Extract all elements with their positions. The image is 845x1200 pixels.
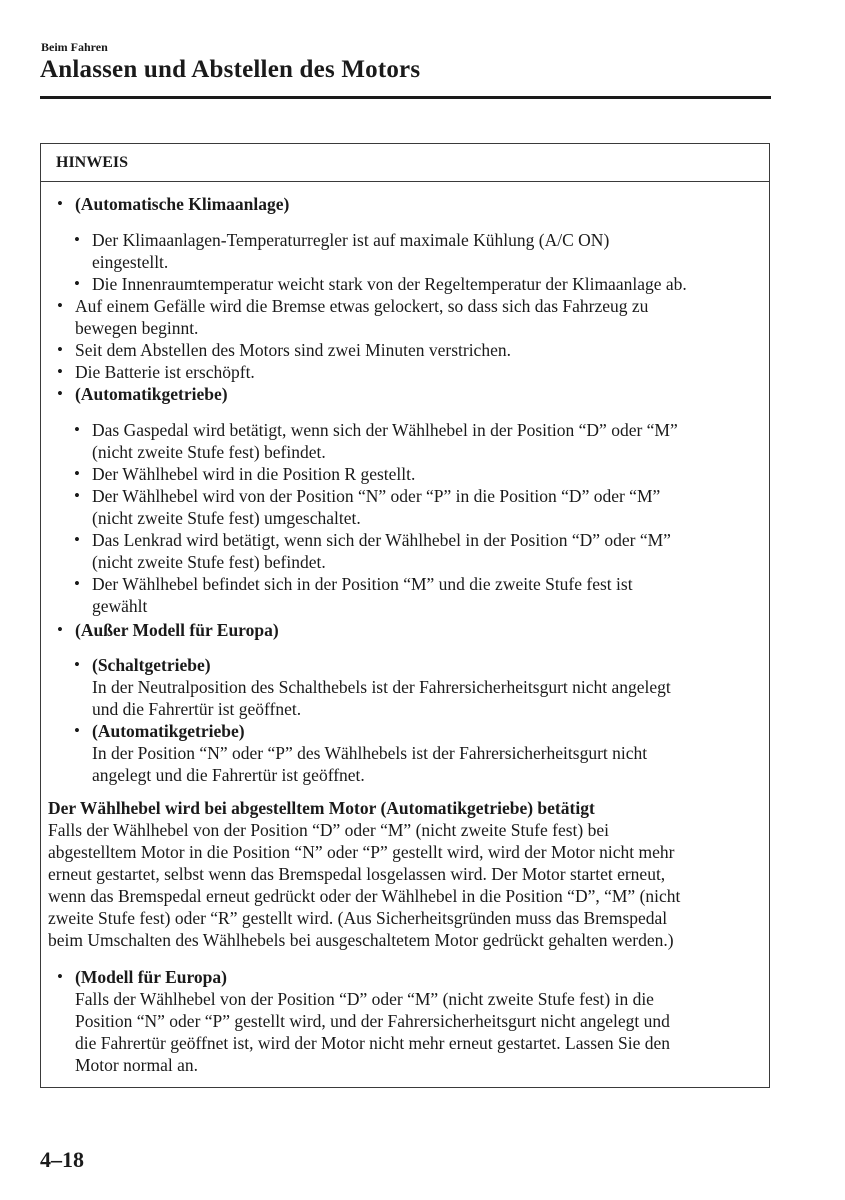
- bullet: •: [57, 194, 63, 213]
- manual-line2: und die Fahrertür ist geöffnet.: [92, 699, 302, 719]
- manual-line1: In der Neutralposition des Schalthebels ist der Fahrersicherheitsgurt nicht angelegt: [92, 677, 671, 697]
- bullet: •: [57, 362, 63, 381]
- bullet: •: [57, 620, 63, 639]
- climate-sub1-line2: eingestellt.: [92, 252, 169, 272]
- lever-line6: beim Umschalten des Wählhebels bei ausgeschaltetem Motor gedrückt gehalten werden.): [48, 930, 674, 950]
- climate-sub1-line1: Der Klimaanlagen-Temperaturregler ist auf maximale Kühlung (A/C ON): [92, 230, 610, 250]
- lever-title: Der Wählhebel wird bei abgestelltem Motor (Automatikgetriebe) betätigt: [48, 798, 595, 818]
- bullet: •: [57, 384, 63, 403]
- lever-line2: abgestelltem Motor in die Position “N” oder “P” gestellt wird, wird der Motor nicht mehr: [48, 842, 675, 862]
- automatic-a5-line1: Der Wählhebel befindet sich in der Position “M” und die zweite Stufe fest ist: [92, 574, 633, 594]
- bullet: •: [74, 574, 80, 593]
- page-number: 4–18: [40, 1147, 84, 1172]
- battery-line: Die Batterie ist erschöpft.: [75, 362, 255, 382]
- non-europe-title: (Außer Modell für Europa): [75, 620, 279, 640]
- lever-line1: Falls der Wählhebel von der Position “D” oder “M” (nicht zweite Stufe fest) bei: [48, 820, 609, 840]
- europe-line1: Falls der Wählhebel von der Position “D” oder “M” (nicht zweite Stufe fest) in die: [75, 989, 654, 1009]
- climate-sub2-line1: Die Innenraumtemperatur weicht stark von der Regeltemperatur der Klimaanlage ab.: [92, 274, 687, 294]
- bullet: •: [74, 655, 80, 674]
- europe-title: (Modell für Europa): [75, 967, 227, 987]
- automatic-a3-line2: (nicht zweite Stufe fest) umgeschaltet.: [92, 508, 361, 528]
- minutes-line: Seit dem Abstellen des Motors sind zwei Minuten verstrichen.: [75, 340, 511, 360]
- manual-title: (Schaltgetriebe): [92, 655, 211, 675]
- automatic-a5-line2: gewählt: [92, 596, 148, 616]
- bullet: •: [74, 420, 80, 439]
- bullet: •: [74, 486, 80, 505]
- bullet: •: [57, 296, 63, 315]
- europe-line4: Motor normal an.: [75, 1055, 198, 1075]
- bullet: •: [74, 464, 80, 483]
- slope-line1: Auf einem Gefälle wird die Bremse etwas gelockert, so dass sich das Fahrzeug zu: [75, 296, 649, 316]
- bullet: •: [57, 340, 63, 359]
- auto-line1: In der Position “N” oder “P” des Wählhebels ist der Fahrersicherheitsgurt nicht: [92, 743, 648, 763]
- lever-line3: erneut gestartet, selbst wenn das Bremspedal losgelassen wird. Der Motor startet erneut,: [48, 864, 666, 884]
- europe-line2: Position “N” oder “P” gestellt wird, und der Fahrersicherheitsgurt nicht angelegt und: [75, 1011, 670, 1031]
- automatic-a1-line1: Das Gaspedal wird betätigt, wenn sich der Wählhebel in der Position “D” oder “M”: [92, 420, 678, 440]
- notice-heading: HINWEIS: [41, 144, 769, 182]
- bullet: •: [74, 230, 80, 249]
- automatic-a4-line2: (nicht zweite Stufe fest) befindet.: [92, 552, 326, 572]
- slope-line2: bewegen beginnt.: [75, 318, 199, 338]
- lever-line4: wenn das Bremspedal erneut gedrückt oder der Wählhebel in die Position “D”, “M” (nicht: [48, 886, 681, 906]
- page-title: Anlassen und Abstellen des Motors: [40, 56, 421, 83]
- automatic-title: (Automatikgetriebe): [75, 384, 228, 404]
- auto-title: (Automatikgetriebe): [92, 721, 245, 741]
- auto-line2: angelegt und die Fahrertür ist geöffnet.: [92, 765, 365, 785]
- climate-title: (Automatische Klimaanlage): [75, 194, 290, 214]
- section-label: Beim Fahren: [41, 40, 108, 54]
- europe-line3: die Fahrertür geöffnet ist, wird der Motor nicht mehr erneut gestartet. Lassen Sie den: [75, 1033, 670, 1053]
- lever-line5: zweite Stufe fest) oder “R” gestellt wird. (Aus Sicherheitsgründen muss das Bremspedal: [48, 908, 668, 928]
- bullet: •: [74, 274, 80, 293]
- automatic-a4-line1: Das Lenkrad wird betätigt, wenn sich der Wählhebel in der Position “D” oder “M”: [92, 530, 671, 550]
- bullet: •: [74, 530, 80, 549]
- automatic-a3-line1: Der Wählhebel wird von der Position “N” oder “P” in die Position “D” oder “M”: [92, 486, 661, 506]
- bullet: •: [57, 967, 63, 986]
- bullet: •: [74, 721, 80, 740]
- title-rule: [40, 96, 771, 99]
- automatic-a2-line1: Der Wählhebel wird in die Position R gestellt.: [92, 464, 416, 484]
- automatic-a1-line2: (nicht zweite Stufe fest) befindet.: [92, 442, 326, 462]
